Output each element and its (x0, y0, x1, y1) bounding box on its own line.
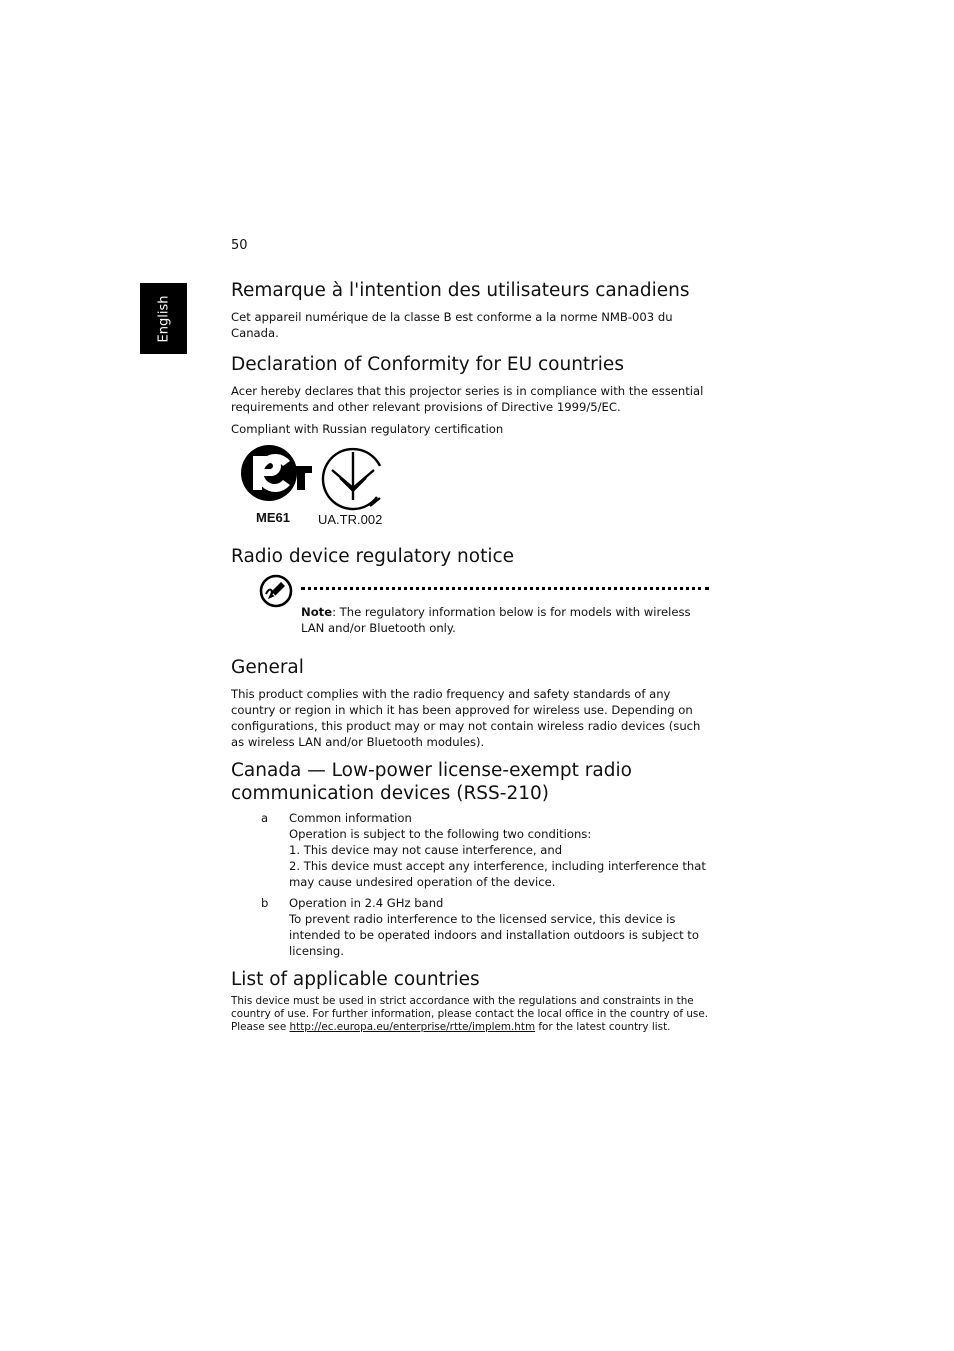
section-heading-line-1: Canada — Low-power license-exempt radio (231, 760, 632, 781)
section-heading: List of applicable countries (231, 969, 480, 990)
section-heading: Declaration of Conformity for EU countries (231, 354, 624, 375)
note-divider (301, 587, 709, 590)
section-applicable-countries (231, 968, 709, 1034)
list-line: Operation in 2.4 GHz band (289, 896, 444, 910)
section-radio-notice (231, 545, 709, 656)
page-content (231, 279, 709, 1034)
pct-code: ME61 (256, 510, 290, 525)
list-item (231, 895, 709, 959)
note-icon (259, 574, 293, 612)
list-line: Common information (289, 811, 412, 825)
language-tab (140, 283, 187, 354)
section-body: Acer hereby declares that this projector series is in compliance with the essential requirements and other relevant provisions of Directive 1999/5/EC. (231, 384, 704, 414)
list-line: 2. This device must accept any interference, including interference that may cause undesired operation of the device. (289, 859, 706, 889)
list-line: Operation is subject to the following two conditions: (289, 827, 592, 841)
russian-certification-text: Compliant with Russian regulatory certification (231, 422, 504, 436)
body-text-start: This device must be used in strict accordance with the regulations and constraints in the country of use. For further information, please contact the local office in the country of use. Please see (231, 995, 709, 1033)
section-body (231, 995, 709, 1034)
language-tab-label: English (156, 295, 171, 342)
section-canada-rss (231, 759, 709, 959)
section-body: This product complies with the radio frequency and safety standards of any country or region in which it has been approved for wireless use. Depending on configurations, this product may or may not contain wireless radio devices (such as wireless LAN and/or Bluetooth modules). (231, 687, 701, 749)
section-heading: Remarque à l'intention des utilisateurs canadiens (231, 280, 690, 301)
list-item (231, 810, 709, 890)
note-label: Note (301, 605, 333, 619)
section-heading: General (231, 657, 304, 678)
section-heading-line-2: communication devices (RSS-210) (231, 783, 549, 804)
page-number: 50 (231, 238, 248, 253)
ukraine-certification-icon (320, 444, 386, 512)
country-list-link[interactable]: http://ec.europa.eu/enterprise/rtte/implem.htm (289, 1021, 536, 1033)
pencil-note-icon (259, 574, 293, 608)
pct-logo (240, 444, 314, 525)
list-line: To prevent radio interference to the licensed service, this device is intended to be operated indoors and installation outdoors is subject to licensing. (289, 912, 699, 958)
section-general (231, 656, 709, 750)
body-text-end: for the latest country list. (535, 1021, 671, 1033)
list-line: 1. This device may not cause interference, and (289, 843, 563, 857)
list-marker: b (261, 896, 269, 910)
note-body: : The regulatory information below is for models with wireless LAN and/or Bluetooth only. (301, 605, 691, 635)
pct-certification-icon (240, 444, 314, 504)
note-text (301, 604, 709, 636)
ua-logo (318, 444, 386, 527)
list-marker: a (261, 811, 269, 825)
section-heading: Radio device regulatory notice (231, 546, 515, 567)
certification-logos (231, 444, 709, 536)
ua-code: UA.TR.002 (318, 512, 383, 527)
section-canada-french (231, 279, 709, 341)
note-block (231, 568, 709, 656)
section-eu-conformity (231, 353, 709, 536)
section-body: Cet appareil numérique de la classe B est conforme a la norme NMB-003 du Canada. (231, 310, 673, 340)
